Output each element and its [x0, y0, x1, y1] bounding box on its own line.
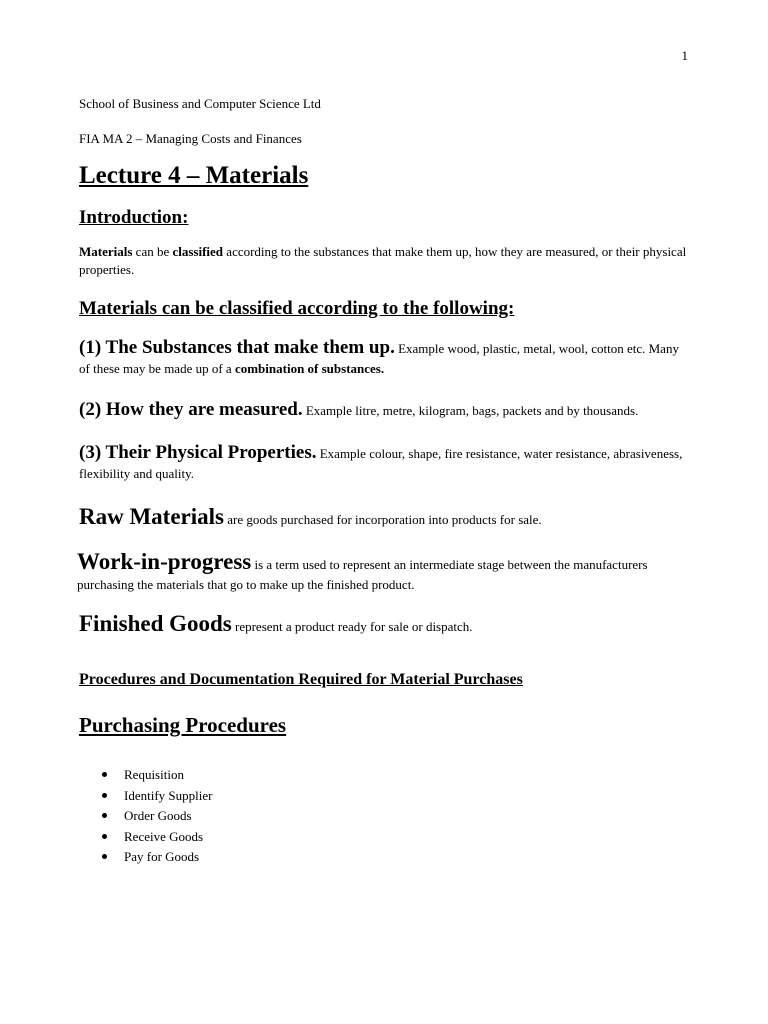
list-item — [79, 806, 691, 827]
procedures-heading: Procedures and Documentation Required for Material Purchases — [79, 671, 523, 688]
term-heading: Finished Goods — [79, 611, 232, 636]
list-item-label: Order Goods — [124, 808, 192, 823]
list-item-label: Identify Supplier — [124, 787, 213, 803]
purchasing-steps-list — [79, 765, 691, 868]
course-name: FIA MA 2 – Managing Costs and Finances — [79, 131, 302, 146]
classification-item-substances — [79, 336, 691, 378]
bullet-icon — [102, 834, 107, 839]
classification-item-dot: . — [311, 442, 317, 463]
list-item-label: Pay for Goods — [124, 849, 200, 864]
classification-heading: Materials can be classified according to the following: — [79, 298, 515, 319]
term-heading: Raw Materials — [79, 504, 224, 529]
term-definition: represent a product ready for sale or dispatch. — [231, 619, 473, 634]
list-item — [79, 827, 691, 848]
list-item — [79, 765, 691, 786]
bullet-icon — [102, 854, 107, 859]
classification-item-text: Example wood, plastic, metal, wool, cotton etc. Many of these may be made up of a — [79, 341, 679, 376]
introduction-paragraph — [79, 243, 691, 279]
list-item — [79, 786, 691, 807]
bullet-icon — [102, 813, 107, 818]
term-finished-goods — [79, 610, 691, 637]
term-heading: Work-in-progress — [77, 549, 252, 574]
page-number: 1 — [681, 48, 688, 63]
classification-item-properties — [79, 441, 691, 483]
introduction-heading: Introduction: — [79, 207, 189, 228]
classification-item-heading: (1) The Substances that make them up — [79, 337, 391, 358]
classification-item-dot: . — [297, 399, 303, 420]
intro-text-2: according to the substances that make them up, how they are measured, or their physical properties. — [79, 244, 687, 277]
school-name: School of Business and Computer Science Ltd — [79, 96, 321, 111]
term-materials: Materials — [79, 244, 133, 259]
classification-item-measured — [79, 398, 691, 421]
classification-item-text: Example colour, shape, fire resistance, water resistance, abrasiveness, flexibility and quality. — [79, 446, 683, 481]
term-work-in-progress — [77, 548, 691, 594]
bullet-icon — [102, 793, 107, 798]
term-definition: is a term used to represent an intermediate stage between the manufacturers purchasing the materials that go to make up the finished product. — [77, 557, 648, 592]
classification-item-bold: combination of substances. — [234, 361, 385, 376]
classification-item-heading: (3) Their Physical Properties — [79, 442, 312, 463]
classification-item-dot: . — [390, 337, 395, 358]
list-item-label: Requisition — [124, 767, 184, 782]
lecture-title: Lecture 4 – Materials — [79, 162, 309, 189]
classification-item-heading: (2) How they are measured — [79, 399, 298, 420]
list-item — [79, 847, 691, 868]
list-item-label: Receive Goods — [124, 828, 204, 844]
term-definition: are goods purchased for incorporation into products for sale. — [224, 512, 542, 527]
intro-text-1: can be — [132, 244, 173, 259]
term-raw-materials — [79, 503, 691, 530]
bullet-icon — [102, 772, 107, 777]
classification-item-text: Example litre, metre, kilogram, bags, packets and by thousands. — [302, 403, 639, 418]
document-body — [79, 93, 691, 868]
term-classified: classified — [172, 244, 224, 259]
purchasing-heading: Purchasing Procedures — [79, 713, 287, 737]
